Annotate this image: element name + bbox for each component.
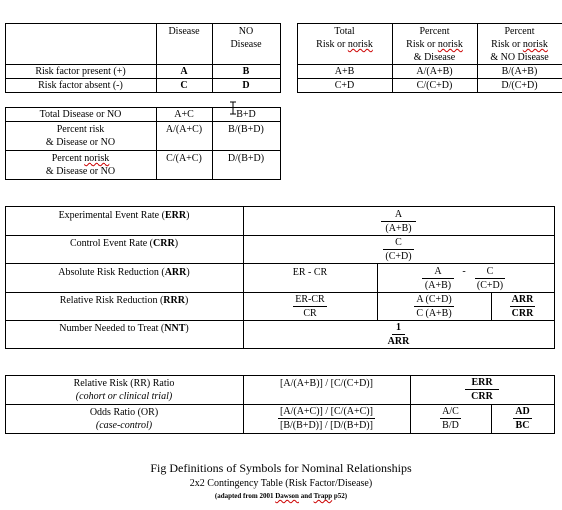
formula-odds-ratio-2: A/C B/D bbox=[442, 406, 459, 431]
label-rrr: Relative Risk Reduction (RRR) bbox=[59, 295, 189, 306]
formula-nnt: 1 ARR bbox=[387, 322, 410, 347]
header-disease: Disease bbox=[168, 26, 200, 37]
label-relative-risk: Relative Risk (RR) Ratio (cohort or clinical trial) bbox=[73, 378, 175, 402]
formula-relative-risk: [A/(A+B)] / [C/(C+D)] bbox=[280, 378, 373, 389]
row-label-total: Total Disease or NO bbox=[39, 109, 122, 120]
formula-arr-fraction-a: A (A+B) bbox=[418, 265, 458, 292]
cell-pct-risk-no-disease: B/(B+D) bbox=[228, 124, 264, 135]
cell-pct-norisk-disease: C/(A+C) bbox=[166, 153, 202, 164]
cell-c: C bbox=[180, 80, 188, 91]
formula-rrr-3: ARR CRR bbox=[511, 294, 534, 319]
formula-arr-minus: - bbox=[462, 266, 466, 277]
label-nnt: Number Needed to Treat (NNT) bbox=[59, 323, 189, 334]
formula-rrr-1: ER-CR CR bbox=[295, 294, 325, 319]
label-odds-ratio: Odds Ratio (OR) (case-control) bbox=[89, 407, 159, 431]
row-label-percent-risk: Percent risk & Disease or NO bbox=[45, 124, 116, 148]
cell-pct-absent-no-disease: D/(C+D) bbox=[501, 80, 538, 91]
header-percent-risk-disease: Percent Risk or norisk & Disease bbox=[406, 26, 463, 63]
cell-d: D bbox=[242, 80, 250, 91]
header-no-disease: NO Disease bbox=[230, 26, 262, 50]
cell-total-no-disease: B+D bbox=[236, 109, 256, 120]
formula-crr: C (C+D) bbox=[243, 236, 554, 263]
figure-caption-subtitle: 2x2 Contingency Table (Risk Factor/Disease) bbox=[189, 478, 373, 489]
figure-caption-source: (adapted from 2001 Dawson and Trapp p52) bbox=[214, 492, 348, 500]
cell-a: A bbox=[180, 66, 188, 77]
formula-odds-ratio: [A/(A+C)] / [C/(A+C)] [B/(B+D)] / [D/(B+D)] bbox=[280, 406, 373, 431]
cell-total-disease: A+C bbox=[174, 109, 194, 120]
figure-caption-title: Fig Definitions of Symbols for Nominal Relationships bbox=[150, 461, 412, 475]
formula-arr-text: ER - CR bbox=[292, 267, 328, 278]
cell-pct-risk-disease: A/(A+C) bbox=[165, 124, 203, 135]
cell-total-absent: C+D bbox=[334, 80, 355, 91]
formula-odds-ratio-3: AD BC bbox=[515, 406, 530, 431]
text-cursor-icon bbox=[229, 101, 237, 120]
header-percent-risk-no-disease: Percent Risk or norisk & NO Disease bbox=[490, 26, 549, 63]
cell-b: B bbox=[242, 66, 250, 77]
formula-rrr-2: A (C+D) C (A+B) bbox=[416, 294, 452, 319]
cell-pct-present-no-disease: B/(A+B) bbox=[501, 66, 538, 77]
header-total: Total Risk or norisk bbox=[316, 26, 373, 50]
cell-total-present: A+B bbox=[334, 66, 355, 77]
row-label-percent-norisk: Percent norisk & Disease or NO bbox=[45, 153, 116, 177]
label-err: Experimental Event Rate (ERR) bbox=[58, 210, 190, 221]
formula-arr-fraction-c: C (C+D) bbox=[470, 265, 510, 292]
row-label-risk-present: Risk factor present (+) bbox=[35, 66, 126, 77]
cell-pct-present-disease: A/(A+B) bbox=[416, 66, 453, 77]
label-crr: Control Event Rate (CRR) bbox=[69, 238, 179, 249]
label-arr: Absolute Risk Reduction (ARR) bbox=[58, 267, 190, 278]
formula-err: A (A+B) bbox=[243, 208, 554, 235]
cell-pct-absent-disease: C/(C+D) bbox=[416, 80, 453, 91]
row-label-risk-absent: Risk factor absent (-) bbox=[38, 80, 123, 91]
cell-pct-norisk-no-disease: D/(B+D) bbox=[227, 153, 265, 164]
formula-relative-risk-abbr: ERR CRR bbox=[410, 376, 554, 403]
